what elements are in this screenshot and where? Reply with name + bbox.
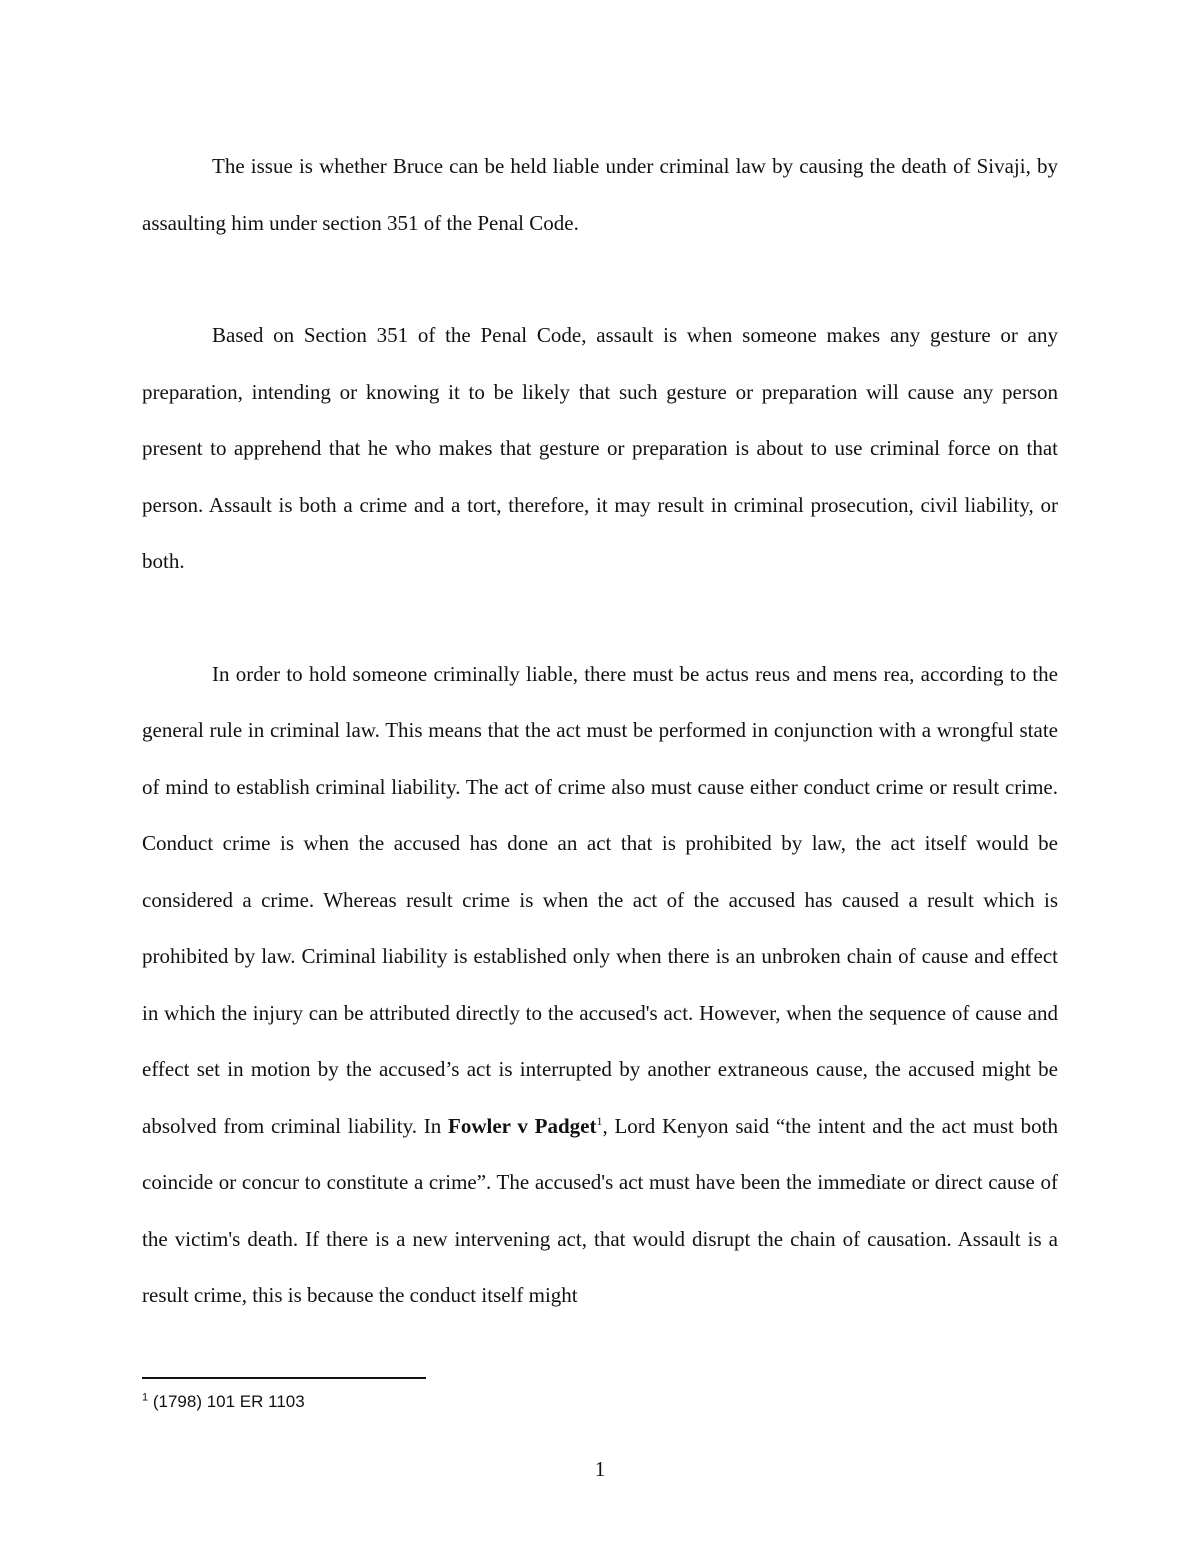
footnote-text: (1798) 101 ER 1103 xyxy=(148,1392,305,1411)
paragraph-liability-text-end: , Lord Kenyon said “the intent and the act must both coincide or concur to constitute a crime”. The accused's act must have been the immediate or direct cause of the victim's death. If there is a new intervening act, that would disrupt the chain of causation. Assault is a result crime, this is because the conduct itself might xyxy=(142,1113,1058,1307)
paragraph-liability xyxy=(142,646,1058,1324)
page-number: 1 xyxy=(594,1457,606,1481)
footnote-number: 1 xyxy=(142,1391,149,1404)
paragraph-liability-text-start: In order to hold someone criminally liable, there must be actus reus and mens rea, according to the general rule in criminal law. This means that the act must be performed in conjunction with a wrongful state of mind to establish criminal liability. The act of crime also must cause either conduct crime or result crime. Conduct crime is when the accused has done an act that is prohibited by law, the act itself would be considered a crime. Whereas result crime is when the act of the accused has caused a result which is prohibited by law. Criminal liability is established only when there is an unbroken chain of cause and effect in which the injury can be attributed directly to the accused's act. However, when the sequence of cause and effect set in motion by the accused’s act is interrupted by another extraneous cause, the accused might be absolved from criminal liability. In xyxy=(142,661,1058,1138)
footnote-separator xyxy=(142,1377,426,1379)
paragraph-section-351-text: Based on Section 351 of the Penal Code, assault is when someone makes any gesture or any preparation, intending or knowing it to be likely that such gesture or preparation will cause any person present to apprehend that he who makes that gesture or preparation is about to use criminal force on that person. Assault is both a crime and a tort, therefore, it may result in criminal prosecution, civil liability, or both. xyxy=(142,323,1058,573)
footnote-reference[interactable]: 1 xyxy=(596,1113,603,1128)
case-name-fowler-v-padget: Fowler v Padget xyxy=(448,1113,597,1138)
paragraph-issue xyxy=(142,138,1058,251)
paragraph-issue-text: The issue is whether Bruce can be held liable under criminal law by causing the death of Sivaji, by assaulting him under section 351 of the Penal Code. xyxy=(142,154,1058,235)
footnote xyxy=(142,1390,305,1414)
paragraph-section-351 xyxy=(142,307,1058,590)
document-body xyxy=(142,138,1058,1324)
